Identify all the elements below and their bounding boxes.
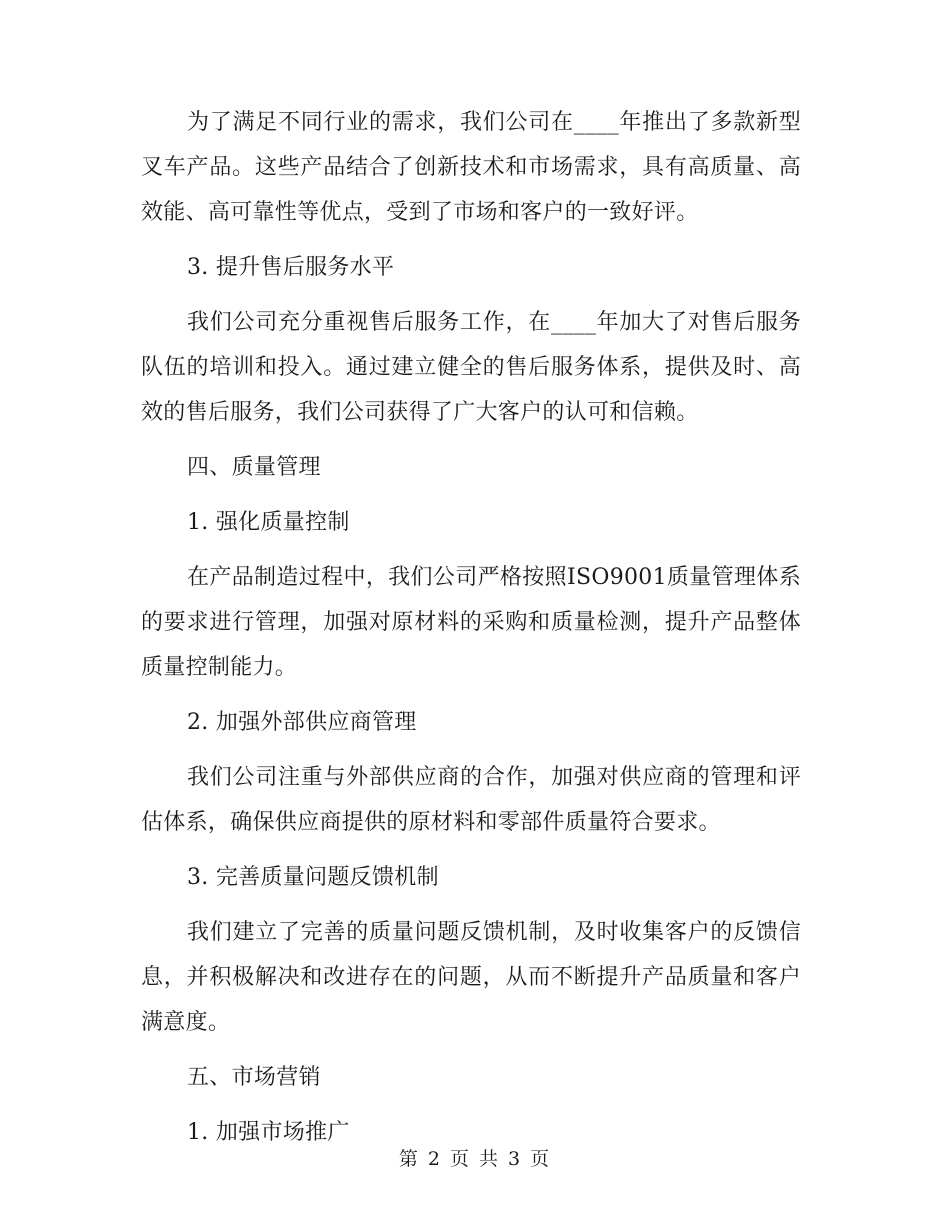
heading-quality-management: 四、质量管理 — [187, 455, 321, 480]
heading-market-promotion: 1. 加强市场推广 — [187, 1120, 350, 1145]
page-number-footer: 第 2 页 共 3 页 — [398, 1148, 552, 1170]
document-body — [141, 100, 801, 1165]
heading-feedback-mechanism: 3. 完善质量问题反馈机制 — [187, 865, 439, 890]
paragraph-quality-control: 在产品制造过程中，我们公司严格按照ISO9001质量管理体系的要求进行管理，加强对原材料的采购和质量检测，提升产品整体质量控制能力。 — [141, 565, 801, 680]
paragraph-after-sales: 我们公司充分重视售后服务工作，在____年加大了对售后服务队伍的培训和投入。通过建立健全的售后服务体系，提供及时、高效的售后服务，我们公司获得了广大客户的认可和信赖。 — [141, 310, 801, 425]
heading-quality-control: 1. 强化质量控制 — [187, 510, 350, 535]
paragraph-feedback-mechanism: 我们建立了完善的质量问题反馈机制，及时收集客户的反馈信息，并积极解决和改进存在的问题，从而不断提升产品质量和客户满意度。 — [141, 920, 801, 1035]
paragraph-supplier-management: 我们公司注重与外部供应商的合作，加强对供应商的管理和评估体系，确保供应商提供的原材料和零部件质量符合要求。 — [141, 765, 801, 835]
heading-supplier-management: 2. 加强外部供应商管理 — [187, 710, 417, 735]
heading-after-sales: 3. 提升售后服务水平 — [187, 255, 395, 280]
heading-marketing: 五、市场营销 — [187, 1065, 321, 1090]
paragraph-new-products: 为了满足不同行业的需求，我们公司在____年推出了多款新型叉车产品。这些产品结合了创新技术和市场需求，具有高质量、高效能、高可靠性等优点，受到了市场和客户的一致好评。 — [141, 110, 801, 225]
